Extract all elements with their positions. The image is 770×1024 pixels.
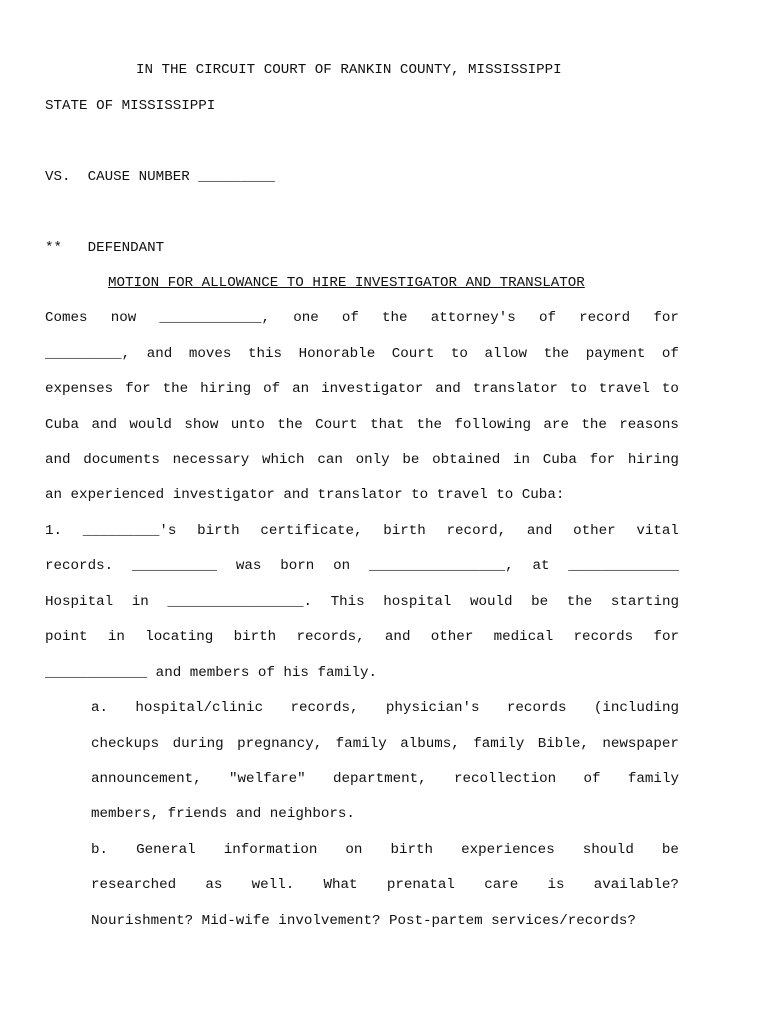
word: family bbox=[335, 736, 387, 752]
word: physician's bbox=[385, 700, 480, 716]
word: birth bbox=[383, 523, 426, 539]
word: _____________ bbox=[568, 558, 679, 574]
word: to bbox=[569, 381, 587, 397]
word: hiring bbox=[200, 381, 252, 397]
word: locating bbox=[145, 629, 214, 645]
word: _________, bbox=[45, 346, 131, 362]
item-a-line bbox=[91, 735, 679, 753]
word: Court bbox=[315, 417, 358, 433]
word: record, bbox=[446, 523, 507, 539]
word: of bbox=[583, 771, 601, 787]
word: experiences bbox=[461, 842, 555, 858]
word: would bbox=[469, 594, 513, 610]
word: This bbox=[330, 594, 365, 610]
word: of bbox=[263, 381, 281, 397]
word: What bbox=[323, 877, 358, 893]
body-line bbox=[45, 380, 679, 398]
word: be bbox=[531, 594, 549, 610]
word: b. bbox=[91, 842, 109, 858]
word: for bbox=[653, 310, 679, 326]
word: _________'s bbox=[82, 523, 177, 539]
word: records bbox=[506, 700, 567, 716]
body-line: ____________ and members of his family. bbox=[45, 665, 378, 681]
word: in bbox=[131, 594, 149, 610]
body-line bbox=[45, 557, 679, 575]
word: this bbox=[247, 346, 283, 362]
item-b-line bbox=[91, 841, 679, 859]
word: the bbox=[162, 381, 189, 397]
word: certificate, bbox=[260, 523, 363, 539]
word: 1. bbox=[45, 523, 63, 539]
word: the bbox=[543, 346, 570, 362]
word: for bbox=[589, 452, 616, 468]
word: Comes bbox=[45, 310, 88, 326]
word: care bbox=[484, 877, 519, 893]
word: unto bbox=[230, 417, 265, 433]
word: researched bbox=[91, 877, 177, 893]
word: Cuba bbox=[45, 417, 80, 433]
word: now bbox=[110, 310, 137, 326]
body-line bbox=[45, 593, 679, 611]
word: obtained bbox=[432, 452, 501, 468]
body-line bbox=[45, 416, 679, 434]
word: the bbox=[581, 417, 607, 433]
word: checkups bbox=[91, 736, 160, 752]
word: Cuba bbox=[542, 452, 577, 468]
word: and bbox=[146, 346, 173, 362]
word: allow bbox=[484, 346, 528, 362]
word: albums, bbox=[400, 736, 460, 752]
item-b-line: Nourishment? Mid-wife involvement? Post-partem services/records? bbox=[91, 913, 636, 929]
word: medical bbox=[493, 629, 554, 645]
word: to bbox=[661, 381, 679, 397]
word: record bbox=[579, 310, 631, 326]
word: expenses bbox=[45, 381, 114, 397]
word: birth bbox=[233, 629, 277, 645]
body-line bbox=[45, 451, 679, 469]
word: hospital bbox=[383, 594, 452, 610]
word: well. bbox=[251, 877, 295, 893]
word: records, bbox=[290, 700, 359, 716]
word: "welfare" bbox=[229, 771, 306, 787]
word: to bbox=[450, 346, 468, 362]
item-b-line bbox=[91, 876, 679, 894]
word: and bbox=[384, 629, 411, 645]
body-line bbox=[45, 345, 679, 363]
word: in bbox=[513, 452, 531, 468]
word: one bbox=[293, 310, 319, 326]
word: records. bbox=[45, 558, 114, 574]
word: family bbox=[627, 771, 679, 787]
word: on bbox=[333, 558, 351, 574]
court-heading: IN THE CIRCUIT COURT OF RANKIN COUNTY, MISSISSIPPI bbox=[136, 62, 562, 78]
word: only bbox=[355, 452, 390, 468]
word: recollection bbox=[454, 771, 557, 787]
body-line bbox=[45, 522, 679, 540]
word: a. bbox=[91, 700, 109, 716]
word: Bible, bbox=[537, 736, 589, 752]
word: show bbox=[184, 417, 219, 433]
word: the bbox=[566, 594, 593, 610]
word: (including bbox=[593, 700, 679, 716]
word: the bbox=[416, 417, 443, 433]
cause-number-line: VS. CAUSE NUMBER _________ bbox=[45, 169, 275, 185]
word: __________ bbox=[131, 558, 218, 574]
word: during bbox=[172, 736, 224, 752]
word: Honorable bbox=[298, 346, 376, 362]
word: General bbox=[136, 842, 196, 858]
word: as bbox=[205, 877, 223, 893]
word: Court bbox=[391, 346, 435, 362]
word: information bbox=[223, 842, 318, 858]
word: department, bbox=[333, 771, 427, 787]
word: translator bbox=[472, 381, 558, 397]
defendant-line: ** DEFENDANT bbox=[45, 240, 165, 256]
word: is bbox=[547, 877, 565, 893]
plaintiff-line: STATE OF MISSISSIPPI bbox=[45, 98, 216, 114]
word: for bbox=[653, 629, 679, 645]
word: be bbox=[402, 452, 420, 468]
word: necessary bbox=[172, 452, 250, 468]
word: prenatal bbox=[386, 877, 455, 893]
word: investigator bbox=[321, 381, 424, 397]
word: records, bbox=[296, 629, 365, 645]
word: newspaper bbox=[602, 736, 679, 752]
word: ________________. bbox=[167, 594, 313, 610]
word: pregnancy, bbox=[237, 736, 323, 752]
item-a-line bbox=[91, 770, 679, 788]
word: following bbox=[454, 417, 532, 433]
word: birth bbox=[197, 523, 240, 539]
word: starting bbox=[610, 594, 679, 610]
word: and bbox=[435, 381, 461, 397]
word: reasons bbox=[619, 417, 679, 433]
word: in bbox=[107, 629, 125, 645]
word: the bbox=[382, 310, 408, 326]
word: payment bbox=[585, 346, 646, 362]
body-line bbox=[45, 309, 679, 327]
word: moves bbox=[188, 346, 232, 362]
word: was bbox=[235, 558, 262, 574]
word: on bbox=[345, 842, 363, 858]
word: and bbox=[45, 452, 71, 468]
word: the bbox=[277, 417, 303, 433]
word: ____________, bbox=[159, 310, 271, 326]
word: vital bbox=[636, 523, 679, 539]
word: records bbox=[573, 629, 634, 645]
word: and bbox=[526, 523, 553, 539]
word: of bbox=[341, 310, 359, 326]
word: hiring bbox=[627, 452, 679, 468]
body-line bbox=[45, 628, 679, 646]
word: announcement, bbox=[91, 771, 202, 787]
word: birth bbox=[390, 842, 434, 858]
word: available? bbox=[593, 877, 679, 893]
word: an bbox=[292, 381, 310, 397]
word: point bbox=[45, 629, 88, 645]
word: and bbox=[91, 417, 117, 433]
word: which bbox=[262, 452, 305, 468]
item-a-line bbox=[91, 699, 679, 717]
word: of bbox=[661, 346, 679, 362]
item-a-line: members, friends and neighbors. bbox=[91, 806, 355, 822]
word: ________________, bbox=[368, 558, 514, 574]
word: that bbox=[370, 417, 405, 433]
word: other bbox=[573, 523, 616, 539]
word: would bbox=[129, 417, 172, 433]
word: attorney's bbox=[430, 310, 516, 326]
word: hospital/clinic bbox=[135, 700, 264, 716]
word: can bbox=[317, 452, 343, 468]
word: born bbox=[280, 558, 315, 574]
word: family bbox=[473, 736, 525, 752]
word: of bbox=[538, 310, 556, 326]
word: documents bbox=[83, 452, 160, 468]
word: Hospital bbox=[45, 594, 114, 610]
word: should bbox=[582, 842, 634, 858]
motion-title: MOTION FOR ALLOWANCE TO HIRE INVESTIGATOR AND TRANSLATOR bbox=[108, 275, 585, 291]
word: at bbox=[532, 558, 550, 574]
word: other bbox=[430, 629, 474, 645]
word: be bbox=[661, 842, 679, 858]
word: are bbox=[543, 417, 569, 433]
body-line: an experienced investigator and translator to travel to Cuba: bbox=[45, 487, 565, 503]
word: for bbox=[125, 381, 151, 397]
word: travel bbox=[598, 381, 650, 397]
